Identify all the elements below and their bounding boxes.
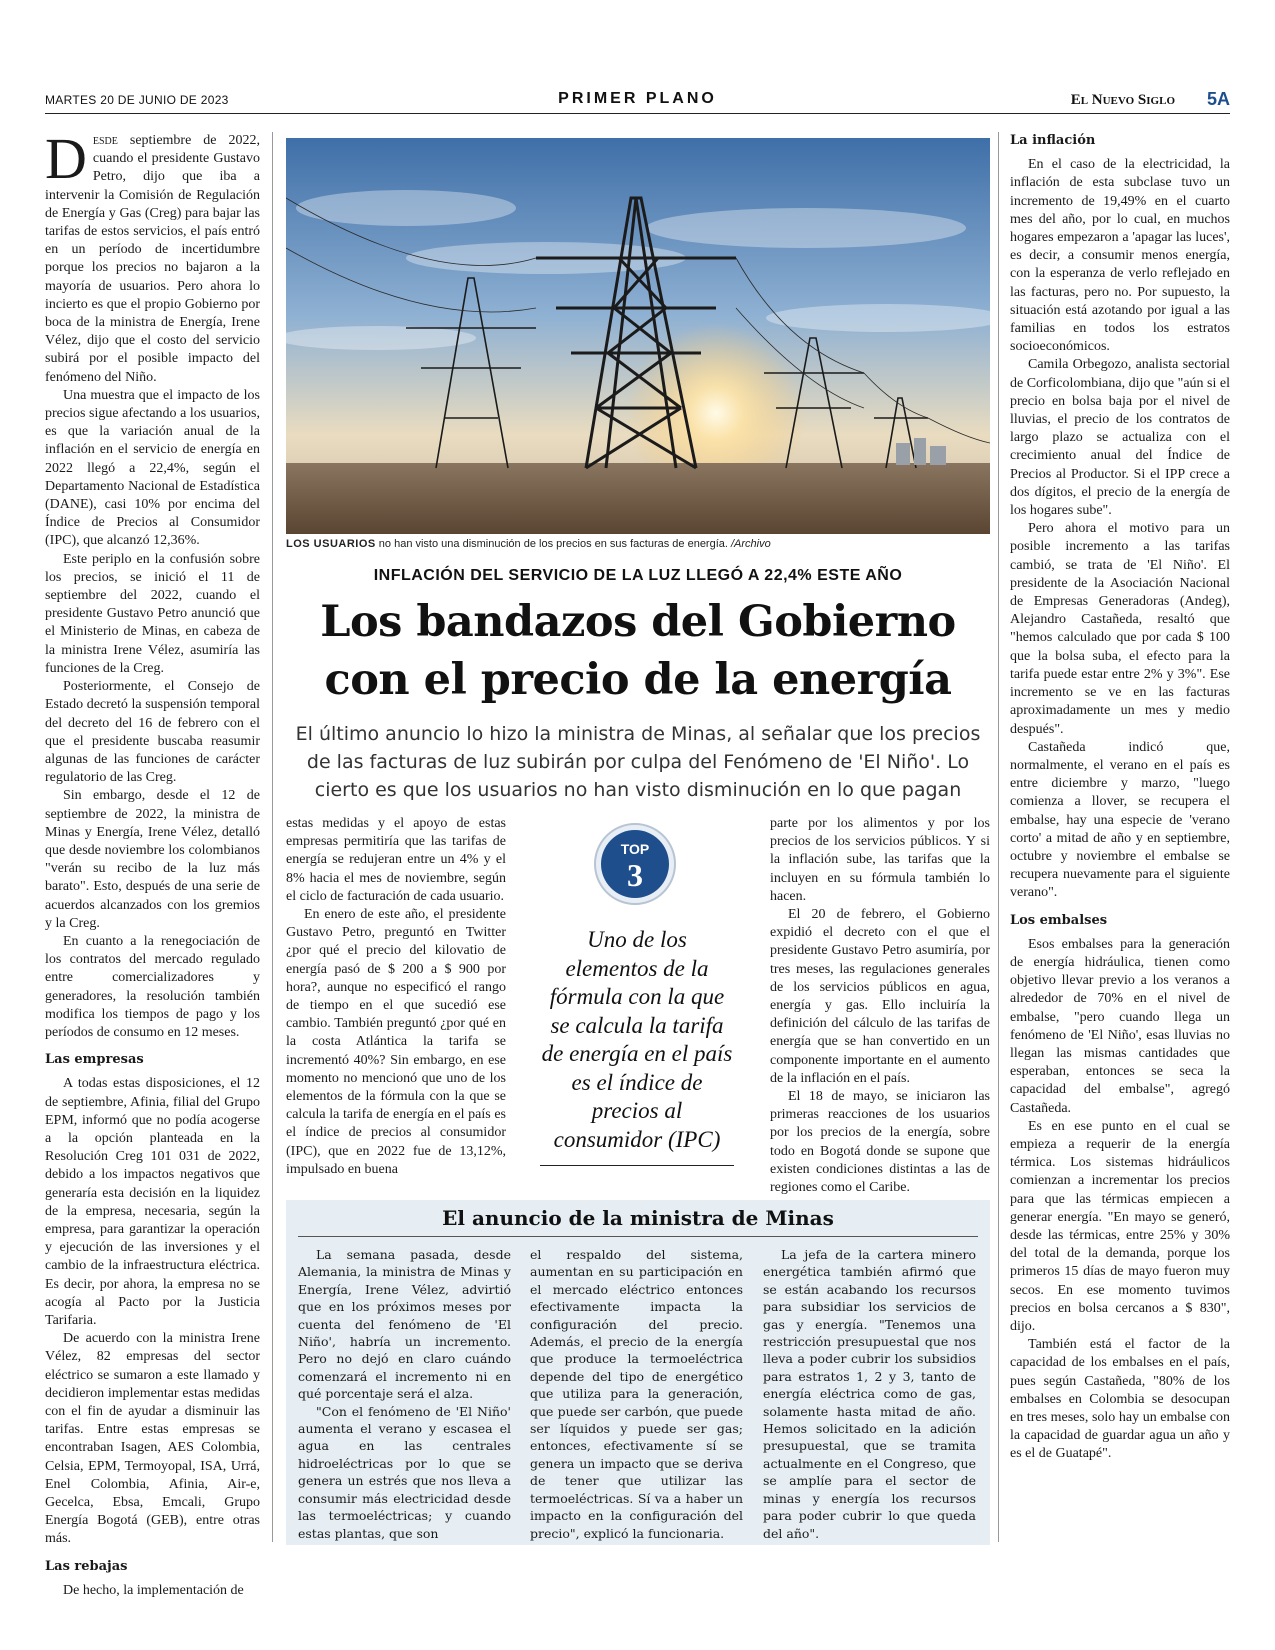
kicker: INFLACIÓN DEL SERVICIO DE LA LUZ LLEGÓ A 22,4% ESTE AÑO [373,567,903,584]
paragraph: De hecho, la implementación de [63,1582,244,1598]
subheading-embalses: Los embalses [1010,912,1108,928]
top-3-badge [593,822,677,906]
power-tower-photo [286,138,990,534]
paragraph: Sin embargo, desde el 12 de septiembre de 2022, la ministra de Minas y Energía, Irene Vélez, detalló que desde noviembre los colombianos "verán su recibo de la luz más barato". Esto, después de una serie de acuerdos alcanzados con los gremios y la Creg. [45,788,260,931]
paragraph: Pero ahora el motivo para un posible incremento a las tarifas cambió, se trata de 'El Niño'. El presidente de la Asociación Nacional de Empresas Generadoras (Andeg), Alejandro Castañeda, resaltó que "hemos calculado que por cada $ 100 que la bolsa suba, el efecto para la tarifa puede estar entre 2% y 3%". Ese incremento se ve en las facturas aproximadamente un mes y medio después". [1010,521,1230,737]
badge-number: 3 [627,857,643,893]
subheading-empresas: Las empresas [45,1052,144,1068]
lead-paragraph: Desde septiembre de 2022, cuando el presidente Gustavo Petro, dijo que iba a intervenir la Comisión de Regulación de Energía y Gas (Creg) para bajar las tarifas de estos servicios, el país entró en un período de incertidumbre porque los precios no bajaron a la mayoría de usuarios. Pero ahora lo incierto es que el propio Gobierno por boca de la ministra de Energía, Irene Vélez, dijo que el costo del servicio subirá por el posible impacto del fenómeno del Niño. [45,126,260,385]
paragraph: En el caso de la electricidad, la inflación de esta subclase tuvo un incremento de 19,49% en el cuarto mes del año, por lo cual, en muchos hogares empezaron a 'apagar las luces', es decir, a consumir menos energía, con la esperanza de verlo reflejado en las facturas, pero no. Por supuesto, la situación está azotando por igual a las familias en todos los estratos socioeconómicos. [1010,157,1230,355]
sidebar-column-2 [530,1246,743,1542]
paragraph: "Con el fenómeno de 'El Niño' aumenta el verano y escasea el agua en las centrales hidroeléctricas por lo que se genera un estrés que nos lleva a consumir más electricidad desde las termoeléctricas; y cuando estas plantas, que son [298,1403,511,1541]
sidebar-title: El anuncio de la ministra de Minas [442,1206,834,1230]
headline: Los bandazos del Gobierno con el precio de la energía [320,597,956,705]
section-title: PRIMER PLANO [558,90,717,107]
paragraph: También está el factor de la capacidad de los embalses en el país, pues según Castañeda, "80% de los embalses en Colombia se desocupan en tres meses, solo hay un embalse con la capacidad de guardar agua un año y es el de Guatapé". [1010,1337,1230,1462]
column-3 [770,815,990,1197]
subheading-inflacion: La inflación [1010,133,1096,148]
column-divider [272,132,273,1542]
paragraph: el respaldo del sistema, aumentan en su participación en el mercado eléctrico entonces efectivamente impacta la configuración del precio. Además, el precio de la energía que produce la termoeléctrica depende del tipo de energético que utiliza para la generación, que puede ser carbón, que puede ser líquidos y puede ser gas; entonces, efectivamente sí se genera un impacto que se deriva de tener que utilizar las termoeléctricas. Sí va a haber un impacto en la configuración del precio", explicó la funcionaria. [530,1247,743,1541]
sidebar-column-3 [763,1246,976,1542]
column-divider [998,132,999,1542]
page-number: 5A [1206,89,1230,109]
paragraph: De acuerdo con la ministra Irene Vélez, 82 empresas del sector eléctrico se sumaron a este llamado y decidieron implementar estas medidas con el fin de ayudar a disminuir las tarifas. Entre estas empresas se encontraban Isagen, AES Colombia, Celsia, EPM, Termoyopal, ISA, Urrá, Enel Colombia, Afinia, Air-e, Gecelca, Ebsa, Emcali, Grupo Energía Bogotá (GEB), entre otras más. [45,1331,260,1547]
paragraph: La jefa de la cartera minero energética también afirmó que se están acabando los recursos para subsidiar los servicios de gas y energía. "Tenemos una restricción presupuestal que nos lleva a poder cubrir los subsidios para estratos 1, 2 y 3, tanto de energía eléctrica como de gas, solamente hasta mitad de año. Hemos solicitado en la adición presupuestal, que se tramita actualmente en el Congreso, que se amplíe para el sector de minas y energía los recursos para poder cubrir lo que queda del año". [763,1247,976,1541]
column-1 [45,126,260,1600]
newspaper-name: El Nuevo Siglo [1070,92,1175,108]
header-divider [45,113,1230,114]
paragraph: Es en ese punto en el cual se empieza a requerir de la energía térmica. Los sistemas hidráulicos comienzan a incrementar los precios para que las térmicas empiecen a generar energía. "En mayo se generó, desde las térmicas, entre 25% y 30% del total de la demanda, porque los primeros 15 días de mayo fueron muy secos. En ese momento tuvimos precios en bolsa cercanos a $ 830", dijo. [1010,1118,1230,1334]
photo-caption: LOS USUARIOS no han visto una disminución de los precios en sus facturas de energía. /Archivo [286,538,771,550]
paragraph: Camila Orbegozo, analista sectorial de Corficolombiana, dijo que "aún si el precio en bolsa baja por el nivel de lluvias, el precio de los contratos de largo plazo se actualiza con el crecimiento anual del Índice de Precios al Productor. Si el IPP crece a dos dígitos, el precio de la energía de los hogares sube". [1010,357,1230,519]
paragraph: A todas estas disposiciones, el 12 de septiembre, Afinia, filial del Grupo EPM, informó que no podía acogerse a la opción planteada en la Resolución Creg 101 031 de 2022, debido a los impactos negativos que generaría esta decisión en la liquidez de la empresa, necesaria, según la empresa, para garantizar la operación y ejecución de las inversiones y el cambio de la infraestructura eléctrica. Es decir, por ahora, la empresa no se acogía al Pacto por la Justicia Tarifaria. [45,1076,260,1328]
paragraph: parte por los alimentos y por los precios de los servicios públicos. Y si la inflación sube, las tarifas que la incluyen en su fórmula también lo hacen. [770,816,990,904]
photo-credit: /Archivo [731,538,771,550]
paragraph: Castañeda indicó que, normalmente, el verano en el país es entre diciembre y marzo, "luego comienza a llover, se recupera el embalse, hay una especie de 'verano corto' a mitad de año y en septiembre, octubre y noviembre el embalse se recupera nuevamente para el siguiente verano". [1010,739,1230,901]
paragraph: El 18 de mayo, se iniciaron las primeras reacciones de los usuarios por los precios de la energía, sobre todo en Bogotá donde se supone que existen condiciones distintas a las de regiones como el Caribe. [770,1089,990,1196]
paragraph: estas medidas y el apoyo de estas empresas permitiría que las tarifas de energía se redujeran entre un 4% y el 8% hacia el mes de noviembre, según el ciclo de facturación de cada usuario. [286,816,506,904]
column-2 [286,815,506,1179]
issue-date: MARTES 20 DE JUNIO DE 2023 [45,93,229,107]
column-4 [1010,132,1230,1464]
sidebar-column-1 [298,1246,511,1542]
article-deck: El último anuncio lo hizo la ministra de Minas, al señalar que los precios de las facturas de luz subirán por culpa del Fenómeno de 'El Niño'. Lo cierto es que los usuarios no han visto disminución en lo que pagan [295,723,981,801]
paragraph: Posteriormente, el Consejo de Estado decretó la suspensión temporal del decreto del 16 de febrero con el que el presidente buscaba reasumir algunas de las funciones de carácter regulatorio de las Creg. [45,679,260,786]
paragraph: Una muestra que el impacto de los precios sigue afectando a los usuarios, es que la variación anual de la inflación en el servicio de energía en 2022 llegó a 22,4%, según el Departamento Nacional de Estadística (DANE), casi 10% por encima del Índice de Precios al Consumidor (IPC), que alcanzó 12,36%. [45,387,260,549]
pull-quote-rule [540,1165,734,1166]
paragraph: En cuanto a la renegociación de los contratos del mercado regulado entre comercializadores y generadores, la resolución también modifica los tiempos de pago y los períodos de consumo en 12 meses. [45,933,260,1040]
sidebar-title-rule [298,1236,978,1237]
paragraph: Este periplo en la confusión sobre los precios, se inició el 11 de septiembre del 2022, cuando el presidente Gustavo Petro anunció que el Ministerio de Minas, en cabeza de la ministra Irene Vélez, asumiría las funciones de la Creg. [45,551,260,676]
drop-cap: D [45,126,87,191]
badge-label: TOP [620,841,650,857]
subheading-rebajas: Las rebajas [45,1558,128,1574]
paragraph: El 20 de febrero, el Gobierno expidió el decreto con el que el presidente Gustavo Petro asumiría, por tres meses, las regulaciones generales de los servicios públicos en agua, energía y gas. Ello incluiría la definición del cálculo de las tarifas de energía que se han convertido en un componente importante en el aumento de la inflación en el país. [770,907,990,1086]
pull-quote: Uno de los elementos de la fórmula con la que se calcula la tarifa de energía en el país es el índice de precios al consumidor (IPC) [541,927,733,1152]
paragraph: En enero de este año, el presidente Gustavo Petro, preguntó en Twitter ¿por qué el precio del kilovatio de energía pasó de $ 200 a $ 900 por hora?, aunque no especificó el rango de tiempo en el que sucedió ese cambio. También preguntó ¿por qué en la costa Atlántica la tarifa se incrementó 40%? Sin embargo, en ese momento no mencionó que uno de los elementos de la fórmula con la que se calcula la tarifa de energía en el país es el índice de precios al consumidor (IPC), que en 2022 fue de 13,12%, impulsado en buena [286,907,506,1177]
paragraph: La semana pasada, desde Alemania, la ministra de Minas y Energía, Irene Vélez, advirtió que en los próximos meses por cuenta del fenómeno de 'El Niño', habría un incremento. Pero no dejó en claro cuándo comenzará el incremento ni en qué porcentaje será el alza. [298,1247,511,1402]
paragraph: Esos embalses para la generación de energía hidráulica, tienen como objetivo llevar previo a los veranos a alrededor de 70% en el nivel de embalse, "pero cuando llega un fenómeno de 'El Niño', esas lluvias no llegan las mismas cantidades que esperaban, entonces se seca la capacidad del embalse", agregó Castañeda. [1010,936,1230,1116]
